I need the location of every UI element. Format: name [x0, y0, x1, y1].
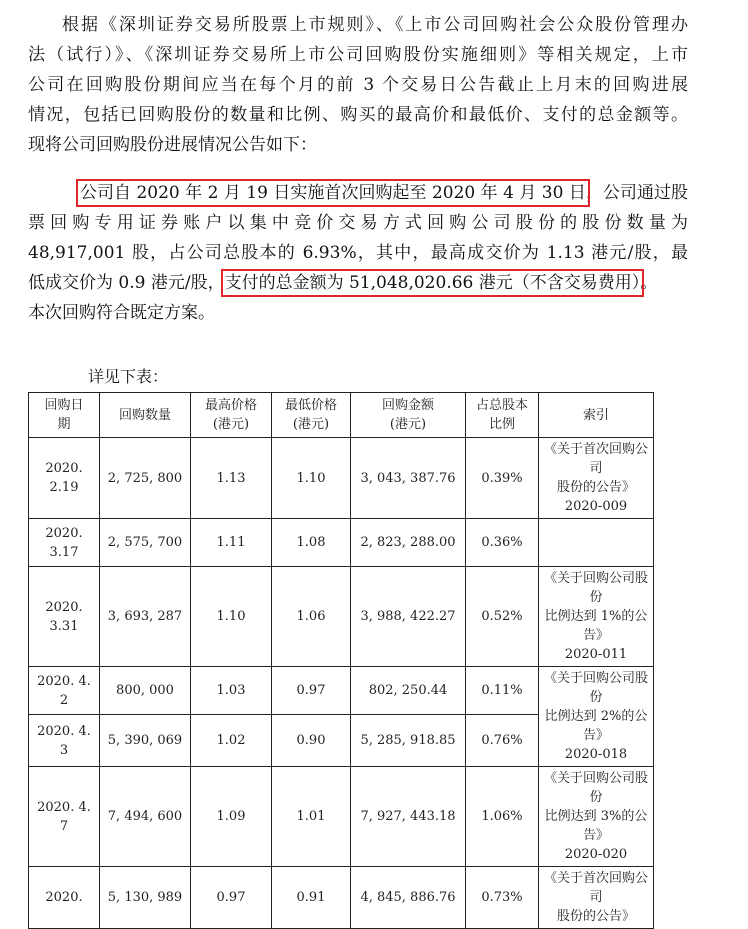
header-low-price: 最低价格 (港元) [272, 393, 351, 438]
table-header-row [29, 393, 654, 438]
cell-amount: 2, 823, 288.00 [351, 519, 466, 567]
table-row [29, 438, 654, 519]
cell-ratio: 0.76% [466, 715, 539, 767]
cell-high: 0.97 [191, 867, 272, 929]
intro-line-1: 根据《深圳证券交易所股票上市规则》、《上市公司回购社会公众股份管理办 [62, 15, 688, 35]
header-amount: 回购金额 (港元) [351, 393, 466, 438]
cell-amount: 3, 043, 387.76 [351, 438, 466, 519]
progress-line-4 [28, 268, 688, 298]
cell-quantity: 800, 000 [100, 667, 191, 715]
progress-line-1-rest: ，公司通过股 [585, 183, 688, 203]
cell-high: 1.11 [191, 519, 272, 567]
progress-line-1 [28, 178, 688, 208]
cell-quantity: 2, 725, 800 [100, 438, 191, 519]
cell-amount: 3, 988, 422.27 [351, 567, 466, 667]
header-date: 回购日 期 [29, 393, 100, 438]
table-row [29, 667, 654, 715]
highlight-period: 公司自 2020 年 2 月 19 日实施首次回购起至 2020 年 4 月 30 日 [80, 183, 586, 203]
repurchase-table [28, 392, 654, 929]
cell-high: 1.13 [191, 438, 272, 519]
table-row [29, 867, 654, 929]
table-row [29, 519, 654, 567]
progress-line-4-pre: 低成交价为 0.9 港元/股， [28, 273, 225, 293]
cell-ratio: 0.36% [466, 519, 539, 567]
cell-date: 2020. 2.19 [29, 438, 100, 519]
highlight-total-amount: 支付的总金额为 51,048,020.66 港元（不含交易费用） [224, 273, 641, 293]
progress-line-4-post: 。 [640, 273, 658, 293]
intro-line-5: 现将公司回购股份进展情况公告如下： [28, 135, 317, 155]
cell-high: 1.03 [191, 667, 272, 715]
cell-date: 2020. 3.31 [29, 567, 100, 667]
cell-quantity: 2, 575, 700 [100, 519, 191, 567]
cell-low: 0.97 [272, 667, 351, 715]
progress-line-3: 48,917,001 股，占公司总股本的 6.93%，其中，最高成交价为 1.13 港元/股，最 [28, 243, 688, 263]
cell-ratio: 0.52% [466, 567, 539, 667]
header-quantity: 回购数量 [100, 393, 191, 438]
cell-amount: 802, 250.44 [351, 667, 466, 715]
cell-amount: 5, 285, 918.85 [351, 715, 466, 767]
cell-high: 1.10 [191, 567, 272, 667]
cell-ratio: 0.73% [466, 867, 539, 929]
cell-date: 2020. [29, 867, 100, 929]
cell-quantity: 5, 390, 069 [100, 715, 191, 767]
intro-line-4: 情况，包括已回购股份的数量和比例、购买的最高价和最低价、支付的总金额等。 [28, 105, 688, 125]
cell-high: 1.02 [191, 715, 272, 767]
header-high-price: 最高价格 (港元) [191, 393, 272, 438]
cell-reference: 《关于首次回购公司 股份的公告》 2020-009 [539, 438, 654, 519]
cell-date: 2020. 3.17 [29, 519, 100, 567]
header-ratio: 占总股本 比例 [466, 393, 539, 438]
cell-date: 2020. 4. 2 [29, 667, 100, 715]
cell-ratio: 1.06% [466, 767, 539, 867]
cell-low: 1.08 [272, 519, 351, 567]
cell-date: 2020. 4. 3 [29, 715, 100, 767]
progress-line-5: 本次回购符合既定方案。 [28, 303, 215, 323]
table-row [29, 767, 654, 867]
table-row [29, 567, 654, 667]
cell-date: 2020. 4. 7 [29, 767, 100, 867]
cell-quantity: 5, 130, 989 [100, 867, 191, 929]
cell-low: 1.10 [272, 438, 351, 519]
cell-ratio: 0.11% [466, 667, 539, 715]
progress-paragraph [28, 178, 688, 328]
cell-quantity: 7, 494, 600 [100, 767, 191, 867]
table-caption: 详见下表： [88, 367, 169, 386]
cell-reference [539, 519, 654, 567]
intro-line-2: 法（试行）》、《深圳证券交易所上市公司回购股份实施细则》等相关规定，上市 [28, 45, 688, 65]
progress-line-2: 票回购专用证券账户以集中竞价交易方式回购公司股份的股份数量为 [28, 213, 688, 233]
cell-reference: 《关于回购公司股份 比例达到 1%的公告》 2020-011 [539, 567, 654, 667]
header-reference: 索引 [539, 393, 654, 438]
cell-low: 1.01 [272, 767, 351, 867]
cell-ratio: 0.39% [466, 438, 539, 519]
intro-line-3: 公司在回购股份期间应当在每个月的前 3 个交易日公告截止上月末的回购进展 [28, 75, 688, 95]
cell-quantity: 3, 693, 287 [100, 567, 191, 667]
cell-high: 1.09 [191, 767, 272, 867]
cell-low: 0.90 [272, 715, 351, 767]
cell-low: 0.91 [272, 867, 351, 929]
cell-reference: 《关于回购公司股份 比例达到 2%的公告》 2020-018 [539, 667, 654, 767]
cell-amount: 7, 927, 443.18 [351, 767, 466, 867]
cell-low: 1.06 [272, 567, 351, 667]
cell-reference: 《关于首次回购公司 股份的公告》 [539, 867, 654, 929]
cell-amount: 4, 845, 886.76 [351, 867, 466, 929]
cell-reference: 《关于回购公司股份 比例达到 3%的公告》 2020-020 [539, 767, 654, 867]
intro-paragraph [28, 10, 688, 160]
